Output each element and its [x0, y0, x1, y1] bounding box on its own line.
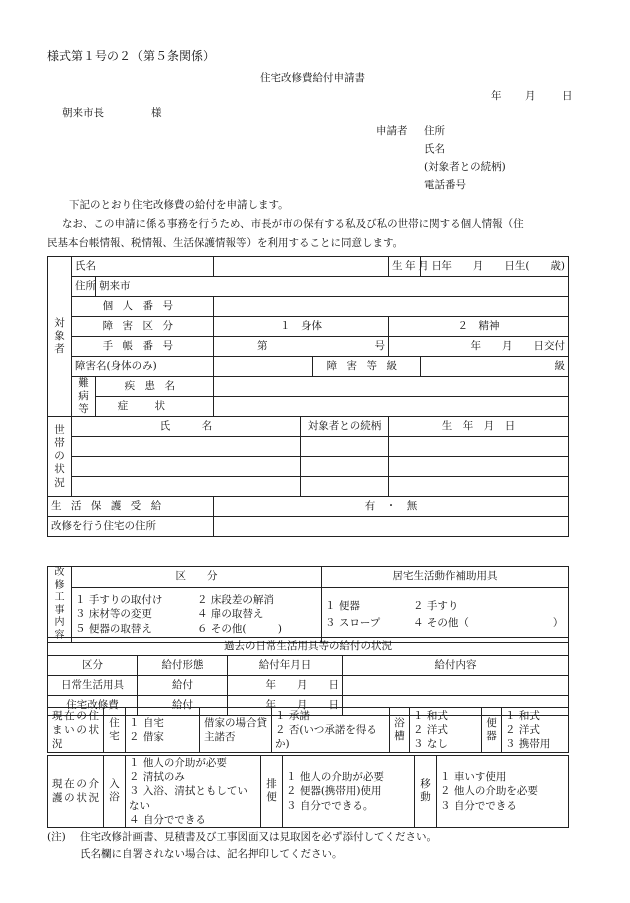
- bath-option[interactable]: ３ なし: [413, 738, 448, 751]
- bathing-label: 入 浴: [104, 756, 126, 828]
- toilet-option[interactable]: ２ 洋式: [505, 723, 540, 736]
- grade-field[interactable]: 級: [421, 357, 569, 377]
- rental-consent-label: 借家の場合貸主諾否: [200, 708, 272, 753]
- disease-name-field[interactable]: [214, 377, 569, 397]
- intractable-label: 難 病 等: [72, 377, 96, 417]
- name-label: 氏名: [72, 257, 214, 277]
- bathing-options: [126, 756, 261, 828]
- house-option[interactable]: ２ 借家: [129, 731, 164, 743]
- household-name-cell[interactable]: [72, 437, 301, 457]
- form-title: 住宅改修費給付申請書: [260, 72, 365, 84]
- renovation-item[interactable]: ２ 床段差の解消: [197, 593, 274, 606]
- past-header-category: 区分: [48, 656, 138, 676]
- toilet-option[interactable]: ３ 携帯用: [505, 738, 551, 751]
- house-options: [126, 708, 200, 753]
- renovation-item[interactable]: ６ その他( ): [197, 622, 283, 635]
- bathing-option[interactable]: ３ 入浴、清拭ともしていない: [129, 785, 248, 812]
- house-label: 住 宅: [104, 708, 126, 753]
- disability-option-physical[interactable]: １ 身体: [214, 317, 389, 337]
- bath-label: 浴 槽: [390, 708, 410, 753]
- care-table: [47, 755, 569, 828]
- renovation-side-label: 改 修 工 事 内 容: [48, 567, 72, 643]
- birthdate-field[interactable]: 年 月 日生( 歳): [421, 257, 569, 277]
- disability-name-field[interactable]: [214, 357, 313, 377]
- grade-label: 障害等級: [313, 357, 421, 377]
- name-field[interactable]: [214, 257, 389, 277]
- renovation-address-field[interactable]: [214, 517, 569, 537]
- equipment-item[interactable]: ２ 手すり: [413, 600, 459, 613]
- applicant-label: 申請者: [376, 125, 408, 137]
- toilet-label: 便 器: [482, 708, 502, 753]
- intro-line-2: なお、この申請に係る事務を行うため、市長が市の保有する私及び私の世帯に関する個人情報（住: [62, 218, 524, 230]
- household-name-cell[interactable]: [72, 477, 301, 497]
- excretion-label: 排 便: [261, 756, 283, 828]
- applicant-phone-label: 電話番号: [424, 179, 466, 191]
- bathing-option[interactable]: ２ 清拭のみ: [129, 771, 185, 784]
- equipment-item[interactable]: ４ その他（ ）: [413, 616, 564, 629]
- individual-number-field[interactable]: [214, 297, 569, 317]
- household-name-header: 氏 名: [72, 417, 301, 437]
- disability-option-mental[interactable]: ２ 精神: [389, 317, 569, 337]
- household-side-label: 世 帯 の 状 況: [48, 417, 72, 497]
- excretion-options: [283, 756, 415, 828]
- handbook-number-field[interactable]: [214, 337, 389, 357]
- past-header-content: 給付内容: [343, 656, 569, 676]
- equipment-items: [322, 588, 569, 643]
- excretion-option[interactable]: １ 他人の介助が必要: [286, 771, 384, 784]
- renovation-items: [72, 588, 322, 643]
- renovation-item[interactable]: ５ 便器の取替え: [75, 622, 152, 635]
- rental-options: [272, 708, 390, 753]
- address-field[interactable]: 朝来市: [96, 277, 569, 297]
- disability-name-label: 障害名(身体のみ): [72, 357, 214, 377]
- disability-type-label: 障害区分: [72, 317, 214, 337]
- household-name-cell[interactable]: [72, 457, 301, 477]
- care-label: 現在の介護の状況: [48, 756, 104, 828]
- past-benefits-table: [47, 637, 569, 716]
- renovation-table: [47, 566, 569, 643]
- address-label: 住所: [72, 277, 96, 297]
- handbook-issue-date[interactable]: 年 月 日交付: [389, 337, 569, 357]
- renovation-address-label: 改修を行う住宅の住所: [48, 517, 214, 537]
- equipment-item[interactable]: ３ スロープ: [325, 616, 381, 629]
- household-birth-cell[interactable]: [389, 457, 569, 477]
- past-header-date: 給付年月日: [228, 656, 343, 676]
- renovation-item[interactable]: １ 手すりの取付け: [75, 593, 163, 606]
- rental-option[interactable]: １ 承諾: [275, 709, 310, 722]
- form-number: 様式第１号の２（第５条関係）: [47, 49, 216, 63]
- toilet-option[interactable]: １ 和式: [505, 709, 540, 722]
- applicant-name-label: 氏名: [424, 143, 445, 155]
- household-birth-cell[interactable]: [389, 437, 569, 457]
- toilet-options: [502, 708, 569, 753]
- individual-number-label: 個人番号: [72, 297, 214, 317]
- bathing-option[interactable]: １ 他人の介助が必要: [129, 757, 227, 769]
- household-relation-header: 対象者との続柄: [301, 417, 389, 437]
- addressee: 朝来市長: [62, 107, 104, 119]
- past-row-category: 日常生活用具: [48, 676, 138, 696]
- housing-label: 現在の住まいの状況: [48, 708, 104, 753]
- household-relation-cell[interactable]: [301, 437, 389, 457]
- past-row-form: 給付: [138, 696, 228, 716]
- bath-options: [410, 708, 482, 753]
- past-row-date[interactable]: 年 月 日: [228, 676, 343, 696]
- mobility-option[interactable]: １ 車いす使用: [440, 771, 507, 784]
- mobility-option[interactable]: ３ 自分でできる: [440, 799, 517, 812]
- handbook-dai: 第: [257, 339, 268, 352]
- subject-table: [47, 256, 569, 537]
- past-row-date[interactable]: 年 月 日: [228, 696, 343, 716]
- bath-option[interactable]: １ 和式: [413, 709, 448, 722]
- renovation-item[interactable]: ３ 床材等の変更: [75, 608, 152, 621]
- household-relation-cell[interactable]: [301, 457, 389, 477]
- past-row-content[interactable]: [343, 676, 569, 696]
- intro-line-3: 民基本台帳情報、税情報、生活保護情報等）を利用することに同意します。: [47, 237, 404, 249]
- mobility-option[interactable]: ２ 他人の介助を必要: [440, 785, 538, 798]
- house-option[interactable]: １ 自宅: [129, 716, 164, 729]
- past-row-category: 住宅改修費: [48, 696, 138, 716]
- renovation-category-header: 区 分: [72, 567, 322, 588]
- applicant-address-label: 住所: [424, 125, 445, 137]
- disease-name-label: 疾患名: [96, 377, 214, 397]
- notes-line-2: 氏名欄に自署されない場合は、記名押印してください。: [80, 848, 343, 860]
- bath-option[interactable]: ２ 洋式: [413, 723, 448, 736]
- applicant-relation-label: (対象者との続柄): [424, 161, 506, 173]
- subject-side-label: 対 象 者: [48, 257, 72, 417]
- symptoms-field[interactable]: [214, 397, 569, 417]
- equipment-item[interactable]: １ 便器: [325, 600, 360, 613]
- past-row-form: 給付: [138, 676, 228, 696]
- mobility-label: 移 動: [415, 756, 437, 828]
- addressee-honorific: 様: [151, 107, 162, 119]
- past-benefits-title: 過去の日常生活用具等の給付の状況: [48, 638, 569, 656]
- housing-table: [47, 707, 569, 753]
- date-day-label: 日: [562, 90, 573, 102]
- past-header-form: 給付形態: [138, 656, 228, 676]
- date-year-label: 年: [491, 90, 502, 102]
- renovation-item[interactable]: ４ 扉の取替え: [197, 608, 264, 621]
- household-birth-header: 生 年 月 日: [389, 417, 569, 437]
- notes-label: (注): [47, 831, 66, 843]
- notes-line-1: 住宅改修計画書、見積書及び工事図面又は見取図を必ず添付してください。: [80, 831, 437, 843]
- excretion-option[interactable]: ３ 自分でできる。: [286, 799, 374, 812]
- welfare-label: 生活保護受給: [48, 497, 214, 517]
- symptoms-label: 症状: [96, 397, 214, 417]
- bathing-option[interactable]: ４ 自分でできる: [129, 813, 206, 826]
- mobility-options: [437, 756, 569, 828]
- handbook-number-label: 手帳番号: [72, 337, 214, 357]
- excretion-option[interactable]: ２ 便器(携帯用)使用: [286, 785, 382, 798]
- date-month-label: 月: [525, 90, 536, 102]
- household-relation-cell[interactable]: [301, 477, 389, 497]
- welfare-value[interactable]: 有 ・ 無: [214, 497, 569, 517]
- renovation-equipment-header: 居宅生活動作補助用具: [322, 567, 569, 588]
- handbook-go: 号: [374, 339, 386, 352]
- birthdate-label: 生年月日: [389, 257, 421, 277]
- intro-line-1: 下記のとおり住宅改修費の給付を申請します。: [69, 199, 289, 211]
- household-birth-cell[interactable]: [389, 477, 569, 497]
- rental-option[interactable]: ２ 否(いつ承諾を得るか): [275, 723, 377, 751]
